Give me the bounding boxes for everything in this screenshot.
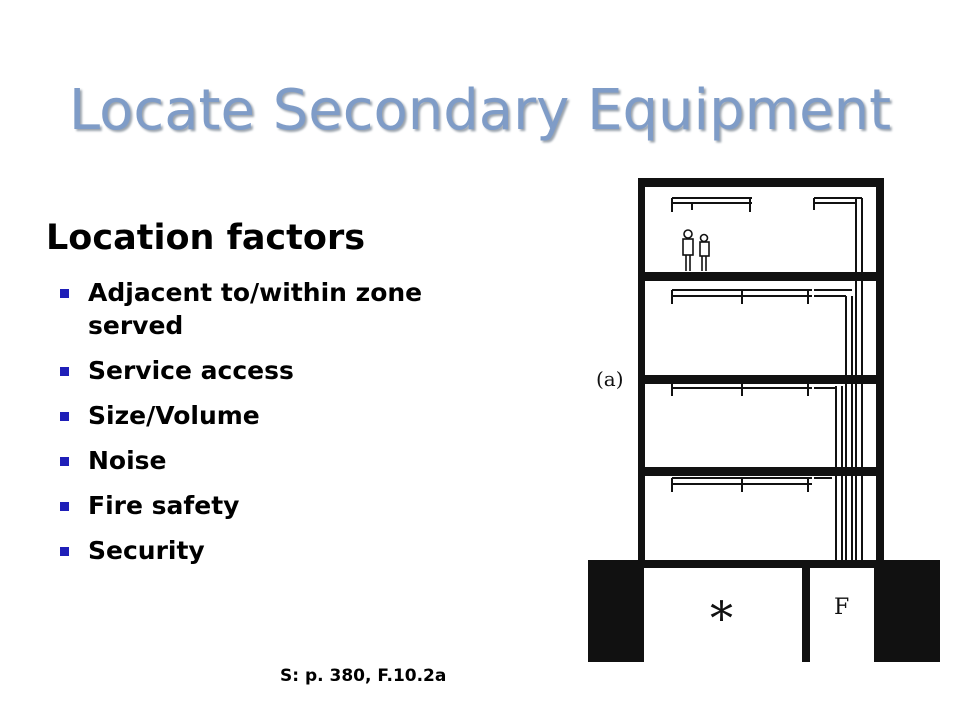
section-heading: Location factors — [46, 218, 366, 258]
bullet-text: Noise — [88, 446, 167, 475]
floor-slab — [638, 272, 884, 281]
bullet-item — [58, 489, 498, 522]
bullet-text: Fire safety — [88, 491, 240, 520]
figure-label: (a) — [596, 367, 624, 391]
bullet-text: Size/Volume — [88, 401, 260, 430]
square-bullet-icon — [60, 412, 69, 421]
mechanical-room-mark: * — [710, 591, 733, 645]
building-section-diagram — [582, 172, 944, 664]
roof-slab — [638, 178, 884, 187]
person-icon — [683, 230, 693, 271]
bullet-text-continued: served — [88, 311, 184, 340]
bullet-text: Adjacent to/within zone — [88, 278, 423, 307]
fan-room-mark: F — [834, 595, 850, 620]
slide-title: Locate Secondary Equipment — [68, 78, 892, 143]
bullet-list — [58, 276, 498, 579]
building-right-wall — [876, 178, 884, 562]
bullet-item — [58, 444, 498, 477]
bullet-item — [58, 399, 498, 432]
bullet-item — [58, 354, 498, 387]
square-bullet-icon — [60, 547, 69, 556]
floor-slab — [638, 467, 884, 476]
floor-slab — [638, 560, 884, 568]
bullet-text: Service access — [88, 356, 294, 385]
square-bullet-icon — [60, 367, 69, 376]
square-bullet-icon — [60, 289, 69, 298]
square-bullet-icon — [60, 457, 69, 466]
bullet-item — [58, 534, 498, 567]
source-caption: S: p. 380, F.10.2a — [280, 666, 447, 686]
bullet-text: Security — [88, 536, 205, 565]
person-icon — [700, 235, 709, 272]
building-left-wall — [638, 178, 645, 562]
square-bullet-icon — [60, 502, 69, 511]
bullet-item — [58, 276, 498, 342]
